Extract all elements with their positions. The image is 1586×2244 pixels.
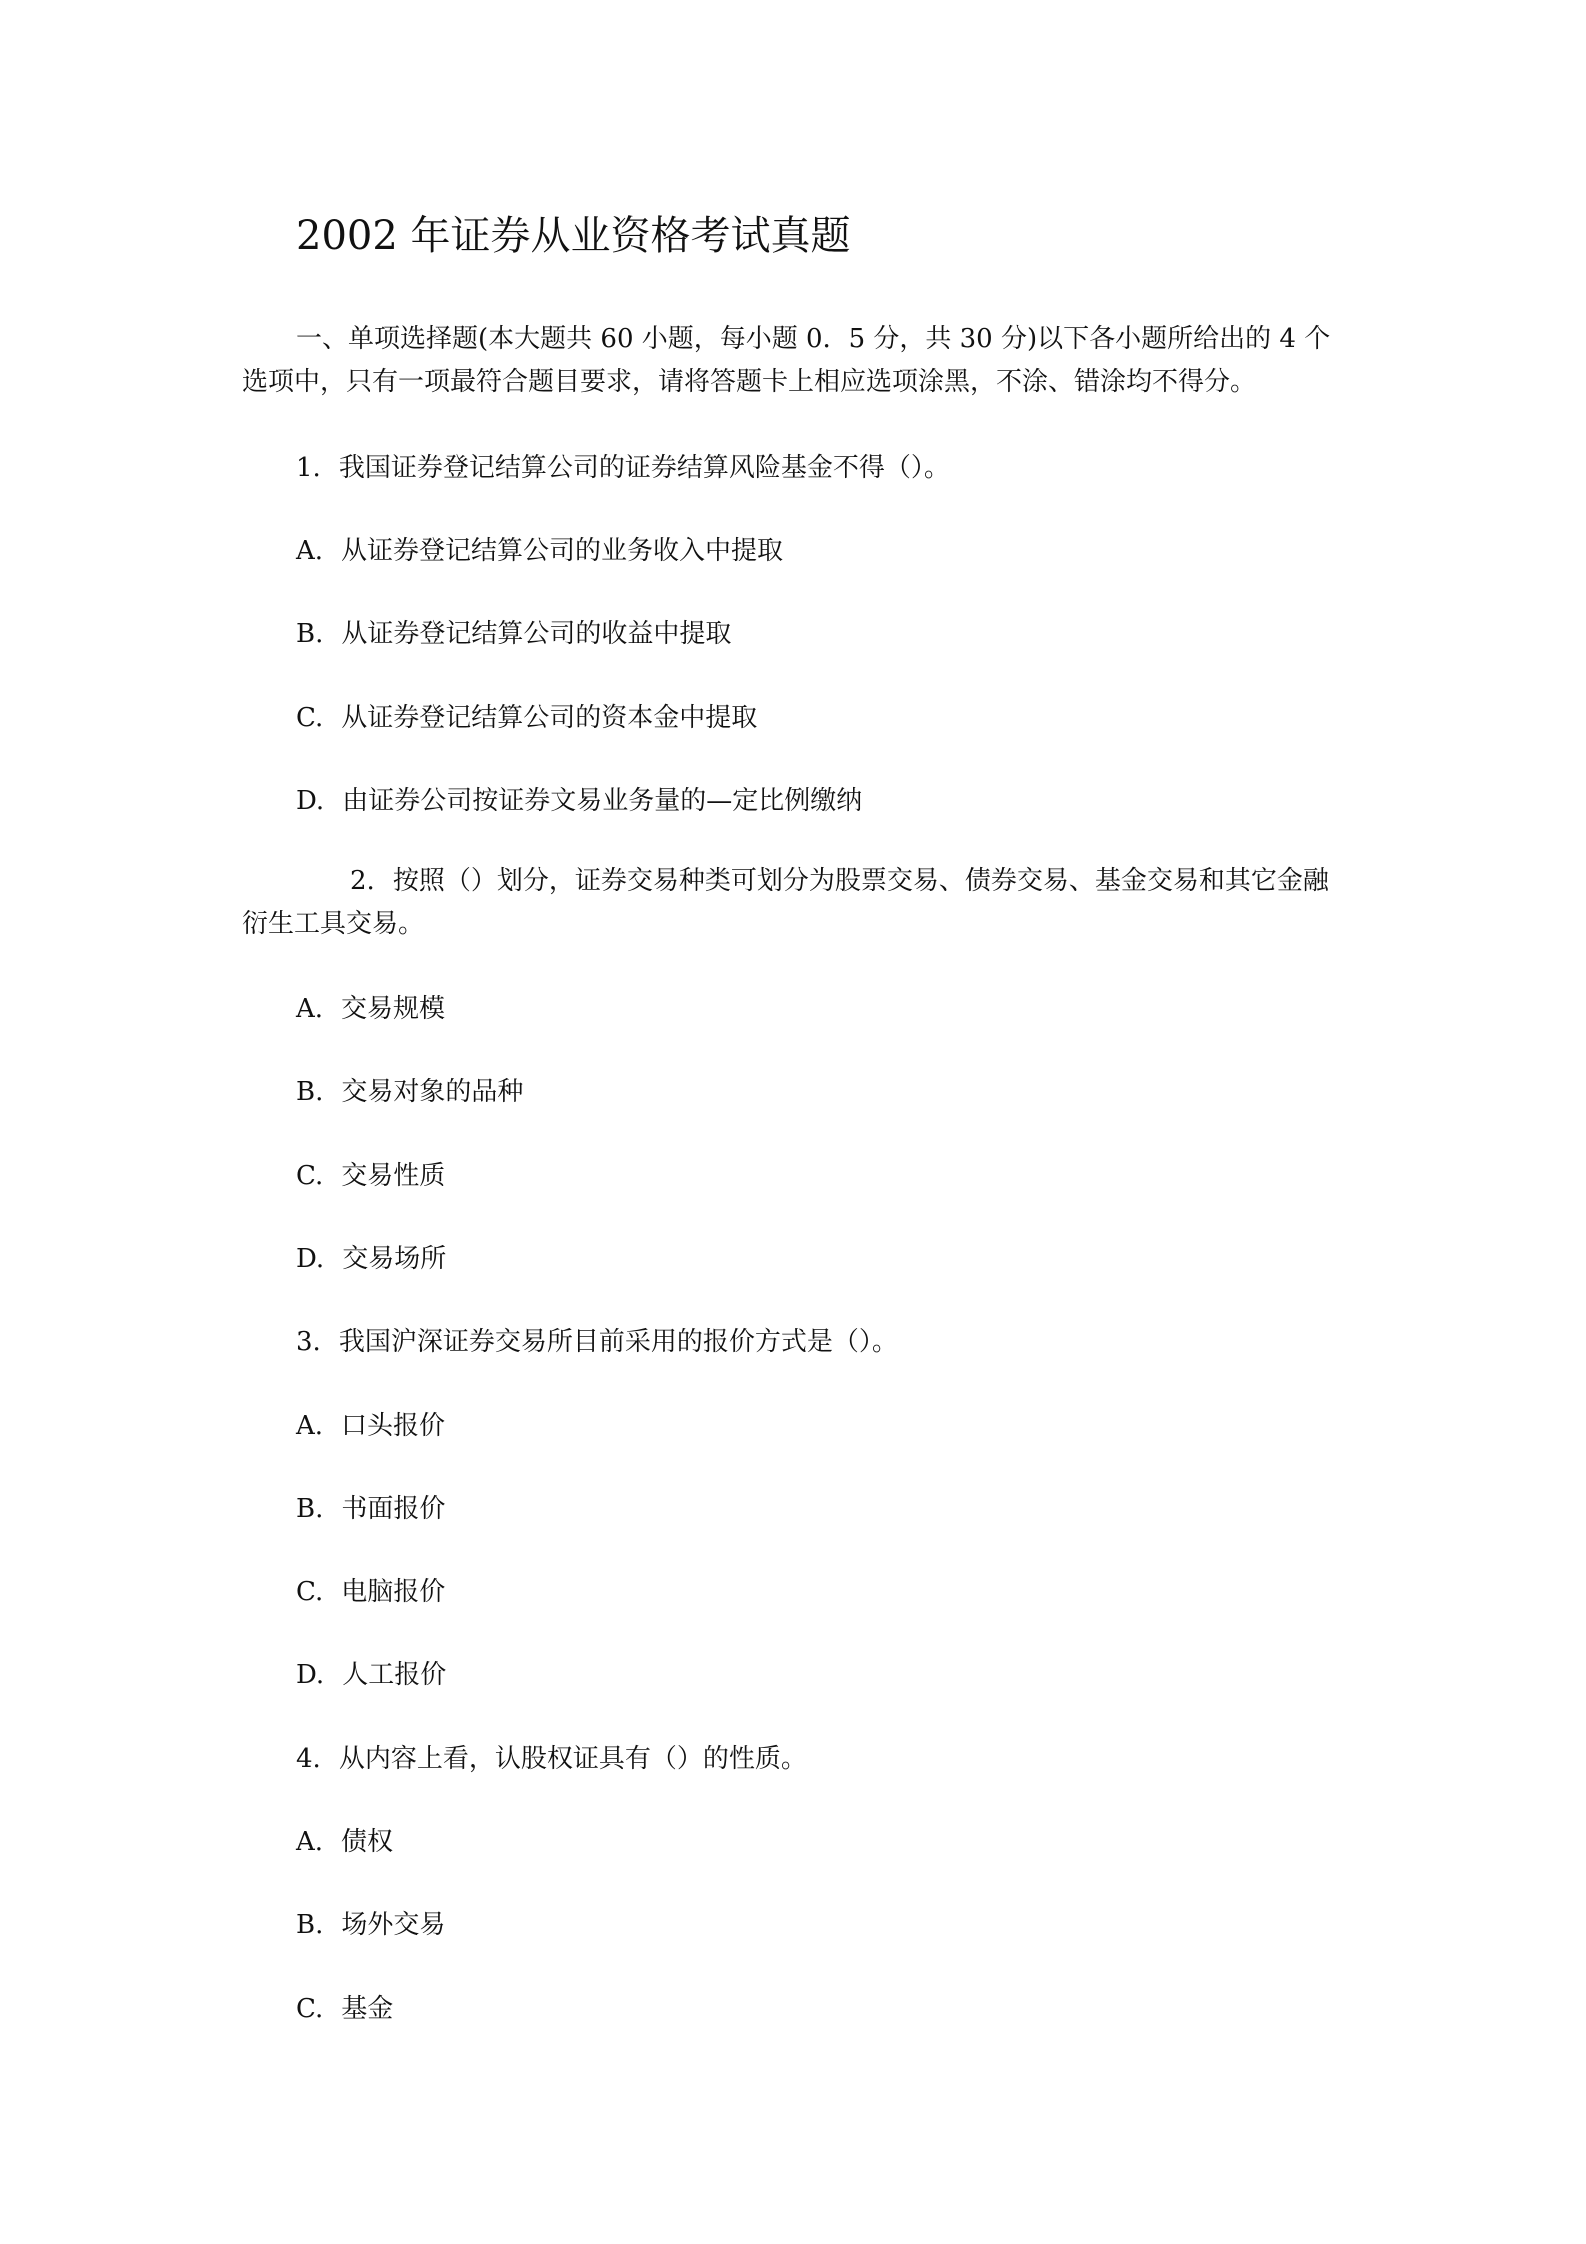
option-text: 交易场所 bbox=[342, 1244, 447, 1274]
option-1a bbox=[296, 530, 783, 573]
option-2a bbox=[296, 988, 445, 1031]
option-4a bbox=[296, 1821, 393, 1864]
page-title: 2002 年证券从业资格考试真题 bbox=[296, 213, 851, 259]
option-3c bbox=[296, 1571, 445, 1614]
option-text: 交易规模 bbox=[341, 994, 446, 1024]
option-letter: B. bbox=[296, 1077, 324, 1107]
option-letter: A. bbox=[296, 1411, 324, 1441]
option-text: 电脑报价 bbox=[341, 1577, 446, 1607]
option-text: 从证券登记结算公司的资本金中提取 bbox=[341, 703, 758, 733]
option-letter: D. bbox=[296, 1660, 325, 1690]
option-letter: C. bbox=[296, 1577, 324, 1607]
option-1b bbox=[296, 613, 731, 656]
question-text: 我国证券登记结算公司的证券结算风险基金不得（）。 bbox=[338, 453, 950, 483]
option-2b bbox=[296, 1071, 523, 1114]
question-text: 按照（）划分，证券交易种类可划分为股票交易、债券交易、基金交易和其它金融衍生工具交易。 bbox=[242, 866, 1329, 939]
option-letter: B. bbox=[296, 619, 324, 649]
question-number: 3. bbox=[296, 1327, 321, 1357]
option-text: 从证券登记结算公司的业务收入中提取 bbox=[341, 536, 784, 566]
option-text: 人工报价 bbox=[342, 1660, 447, 1690]
option-3a bbox=[296, 1405, 445, 1448]
option-text: 基金 bbox=[341, 1994, 394, 2024]
question-number: 4. bbox=[296, 1744, 321, 1774]
option-letter: B. bbox=[296, 1910, 324, 1940]
option-text: 交易性质 bbox=[341, 1161, 446, 1191]
question-2 bbox=[242, 860, 1350, 946]
option-text: 口头报价 bbox=[341, 1411, 446, 1441]
option-letter: C. bbox=[296, 1994, 324, 2024]
option-text: 交易对象的品种 bbox=[341, 1077, 524, 1107]
question-text: 我国沪深证券交易所目前采用的报价方式是（）。 bbox=[338, 1327, 898, 1357]
option-letter: D. bbox=[296, 786, 325, 816]
option-3d bbox=[296, 1654, 446, 1697]
option-text: 由证券公司按证券文易业务量的—定比例缴纳 bbox=[342, 786, 863, 816]
option-letter: A. bbox=[296, 536, 324, 566]
option-text: 场外交易 bbox=[341, 1910, 446, 1940]
option-text: 书面报价 bbox=[341, 1494, 446, 1524]
question-number: 2. bbox=[350, 866, 375, 896]
option-letter: C. bbox=[296, 703, 324, 733]
option-3b bbox=[296, 1488, 445, 1531]
question-4 bbox=[296, 1738, 807, 1781]
option-text: 债权 bbox=[341, 1827, 394, 1857]
question-3 bbox=[296, 1321, 898, 1364]
option-2d bbox=[296, 1238, 446, 1281]
option-letter: A. bbox=[296, 994, 324, 1024]
section-instructions: 一、单项选择题(本大题共 60 小题，每小题 0．5 分，共 30 分)以下各小题所给出的 4 个选项中，只有一项最符合题目要求，请将答题卡上相应选项涂黑，不涂、错涂均不得分。 bbox=[242, 324, 1331, 397]
option-2c bbox=[296, 1155, 445, 1198]
option-1d bbox=[296, 780, 862, 823]
option-letter: A. bbox=[296, 1827, 324, 1857]
option-4b bbox=[296, 1904, 445, 1947]
option-letter: D. bbox=[296, 1244, 325, 1274]
option-text: 从证券登记结算公司的收益中提取 bbox=[341, 619, 732, 649]
option-letter: B. bbox=[296, 1494, 324, 1524]
question-text: 从内容上看，认股权证具有（）的性质。 bbox=[338, 1744, 807, 1774]
option-1c bbox=[296, 697, 757, 740]
option-letter: C. bbox=[296, 1161, 324, 1191]
question-number: 1. bbox=[296, 453, 321, 483]
option-4c bbox=[296, 1988, 393, 2031]
question-1 bbox=[296, 447, 950, 490]
